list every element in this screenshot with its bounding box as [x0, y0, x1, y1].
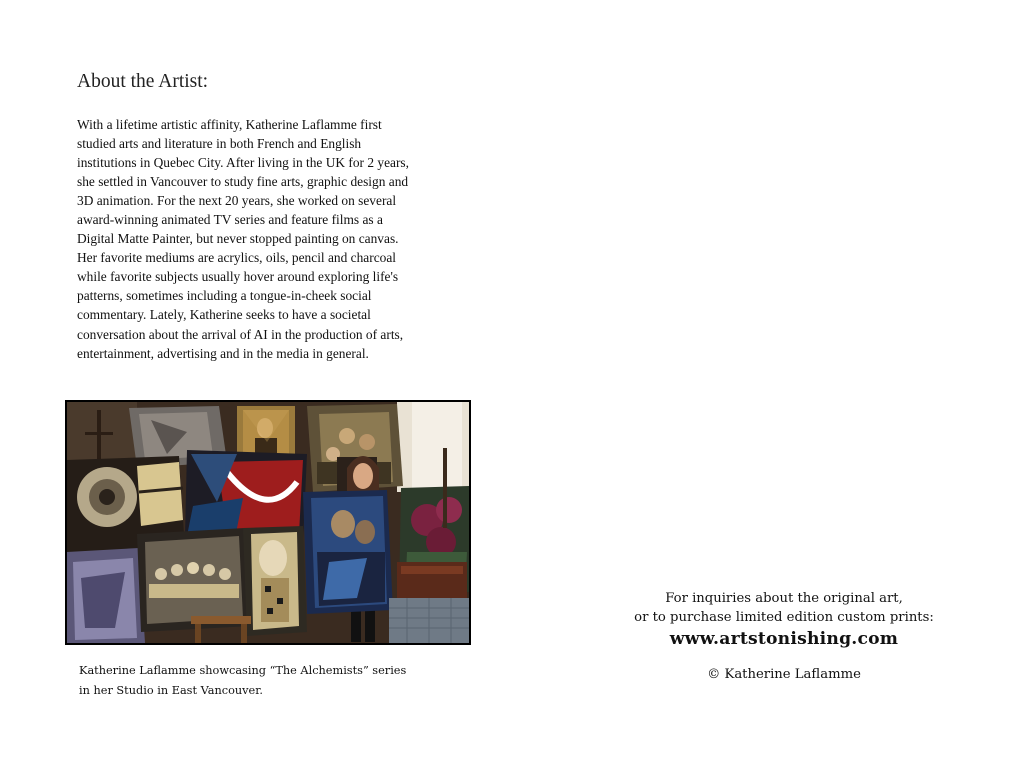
bio-line: conversation about the arrival of AI in the production of arts,	[77, 326, 404, 342]
website-link[interactable]: www.artstonishing.com	[669, 629, 899, 649]
studio-photo	[65, 400, 471, 645]
bio-line: award-winning animated TV series and feature films as a	[77, 212, 383, 228]
photo-caption	[79, 661, 406, 700]
artist-bio	[77, 115, 449, 363]
right-page	[512, 0, 1024, 768]
bio-line: while favorite subjects usually hover around exploring life's	[77, 269, 399, 285]
copyright-notice: © Katherine Laflamme	[707, 667, 861, 682]
caption-line: Katherine Laflamme showcasing “The Alchemists” series	[79, 664, 407, 677]
bio-line: 3D animation. For the next 20 years, she worked on several	[77, 193, 397, 209]
about-artist-heading: About the Artist:	[77, 71, 209, 92]
bio-line: Her favorite mediums are acrylics, oils, pencil and charcoal	[77, 250, 397, 266]
bio-line: she settled in Vancouver to study fine arts, graphic design and	[77, 174, 409, 190]
bio-line: institutions in Quebec City. After living in the UK for 2 years,	[77, 155, 409, 171]
bio-line: entertainment, advertising and in the media in general.	[77, 345, 369, 361]
bio-line: Digital Matte Painter, but never stopped painting on canvas.	[77, 231, 399, 247]
bio-line: studied arts and literature in both French and English	[77, 136, 362, 152]
purchase-text: or to purchase limited edition custom prints:	[634, 610, 934, 625]
studio-collage-image	[67, 402, 469, 643]
contact-block	[512, 589, 1024, 684]
caption-line: in her Studio in East Vancouver.	[79, 683, 263, 697]
bio-line: With a lifetime artistic affinity, Katherine Laflamme first	[77, 117, 382, 132]
inquiry-text: For inquiries about the original art,	[665, 591, 903, 606]
bio-line: patterns, sometimes including a tongue-in-cheek social	[77, 288, 372, 304]
bio-line: commentary. Lately, Katherine seeks to have a societal	[77, 307, 371, 323]
